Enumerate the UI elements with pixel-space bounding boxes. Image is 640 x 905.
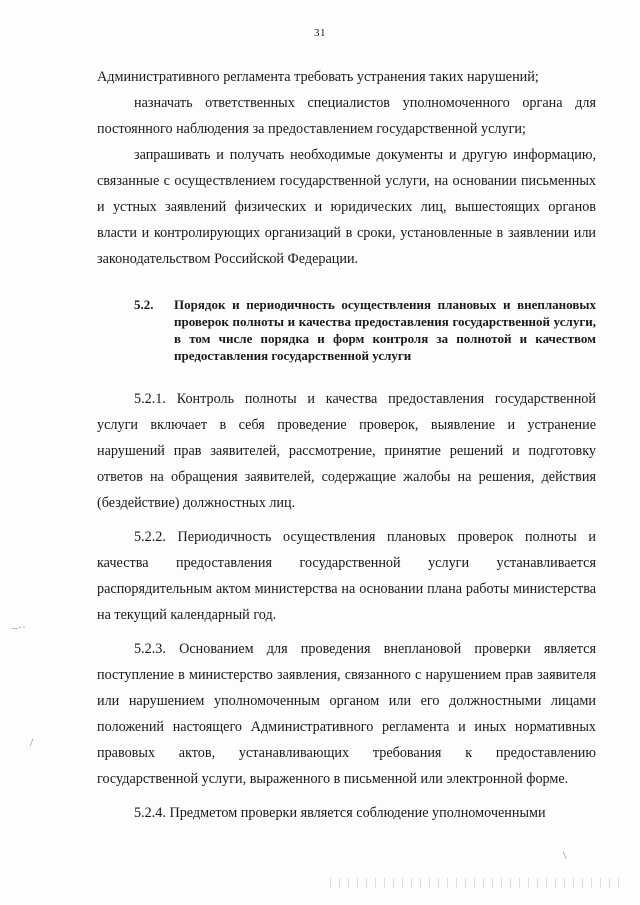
clause-5-2-4: 5.2.4. Предметом проверки является соблюдение уполномоченными — [134, 805, 546, 821]
document-body — [97, 64, 596, 826]
scan-noise — [330, 878, 620, 888]
page-number: 31 — [314, 27, 326, 39]
scan-margin-mark: –·· — [12, 620, 26, 634]
paragraph-continuation: Административного регламента требовать устранения таких нарушений; — [97, 69, 539, 85]
clause-5-2-1: 5.2.1. Контроль полноты и качества предоставления государственной услуги включает в себя проведение проверок, выявление и устранение нарушений прав заявителей, рассмотрение, принятие решений и подготовку ответов на обращения заявителей, содержащие жалобы на решения, действия (бездействие) должностных лиц. — [97, 391, 596, 511]
paragraph-assign: назначать ответственных специалистов уполномоченного органа для постоянного наблюдения за предоставлением государственной услуги; — [97, 95, 596, 137]
scan-margin-mark: \ — [563, 848, 567, 862]
clause-5-2-3: 5.2.3. Основанием для проведения внеплановой проверки является поступление в министерство заявления, связанного с нарушением прав заявителя или нарушением уполномоченным органом или его должностными лицами положений настоящего Административного регламента и иных нормативных правовых актов, устанавливающих требования к предоставлению государственной услуги, выраженного в письменной или электронной форме. — [97, 641, 596, 787]
section-heading — [97, 296, 596, 364]
clause-5-2-2: 5.2.2. Периодичность осуществления плановых проверок полноты и качества предоставления государственной услуги устанавливается распорядительным актом министерства на основании плана работы министерства на текущий календарный год. — [97, 529, 596, 623]
section-title: Порядок и периодичность осуществления плановых и внеплановых проверок полноты и качества предоставления государственной услуги, в том числе порядка и форм контроля за полнотой и качеством предоставления государственной услуги — [174, 297, 596, 363]
section-number: 5.2. — [134, 297, 154, 312]
scan-margin-mark: / — [30, 735, 34, 749]
paragraph-request: запрашивать и получать необходимые документы и другую информацию, связанные с осуществлением государственной услуги, на основании письменных и устных заявлений физических и юридических лиц, вышестоящих органов власти и контролирующих организаций в сроки, установленные в заявлении или законодательством Российской Федерации. — [97, 147, 596, 267]
